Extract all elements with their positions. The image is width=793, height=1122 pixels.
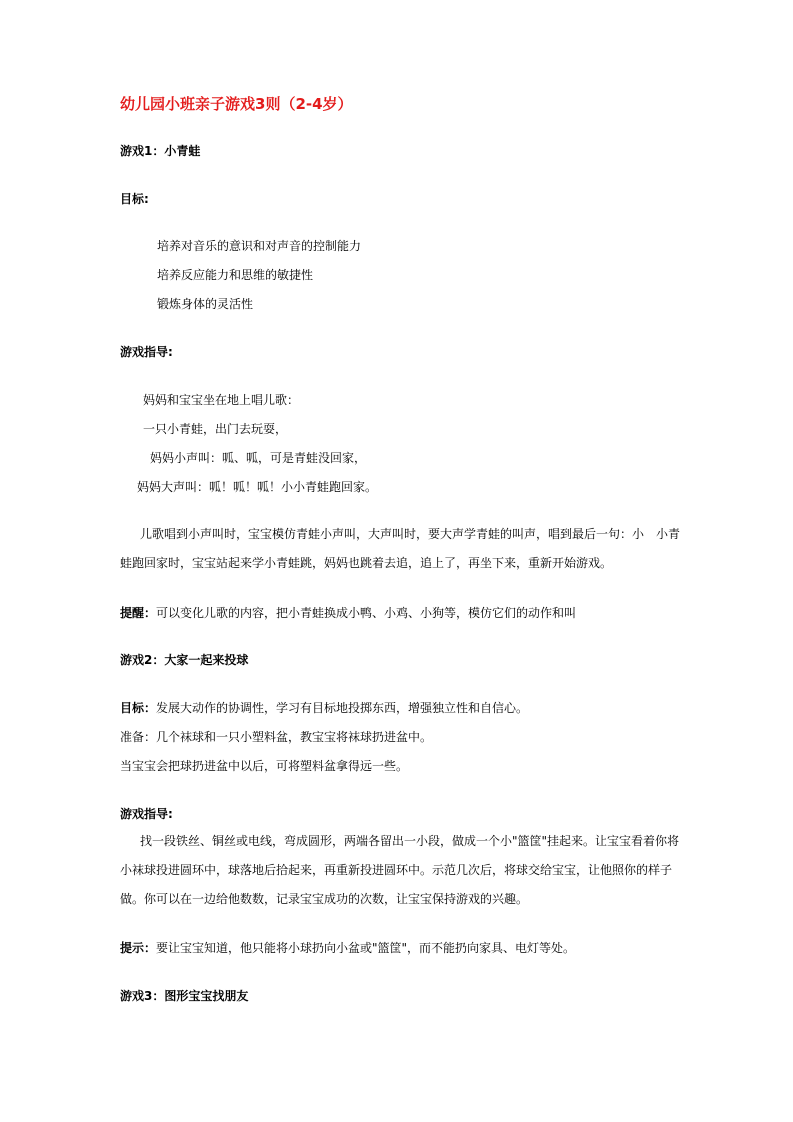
game2-goal — [120, 700, 528, 716]
song-line: 妈妈和宝宝坐在地上唱儿歌： — [143, 393, 300, 407]
game1-tip — [120, 599, 680, 628]
game1-tip-label: 提醒： — [120, 606, 157, 620]
game1-guide-heading: 游戏指导: — [120, 345, 173, 359]
game3-heading: 游戏3：图形宝宝找朋友 — [120, 989, 249, 1003]
game2-tip-label: 提示： — [120, 941, 157, 955]
game2-tip — [120, 940, 575, 956]
game1-heading: 游戏1：小青蛙 — [120, 144, 201, 158]
song-line: 妈妈小声叫：呱、呱，可是青蛙没回家， — [150, 451, 367, 465]
game2-goal-label: 目标： — [120, 701, 157, 715]
game2-later: 当宝宝会把球扔进盆中以后，可将塑料盆拿得远一些。 — [120, 759, 409, 773]
game2-goal-text: 发展大动作的协调性，学习有目标地投掷东西，增强独立性和自信心。 — [156, 701, 529, 715]
game2-guide-heading: 游戏指导: — [120, 807, 173, 821]
game1-goal-item: 培养反应能力和思维的敏捷性 — [157, 268, 314, 282]
document-title: 幼儿园小班亲子游戏3则（2-4岁） — [120, 95, 353, 113]
game2-tip-text: 要让宝宝知道，他只能将小球扔向小盆或"篮筐"，而不能扔向家具、电灯等处。 — [156, 941, 576, 955]
game1-tip-text: 可以变化儿歌的内容，把小青蛙换成小鸭、小鸡、小狗等，模仿它们的动作和叫 — [156, 606, 577, 620]
game1-goal-heading: 目标: — [120, 192, 149, 206]
game1-goal-item: 培养对音乐的意识和对声音的控制能力 — [157, 239, 362, 253]
game1-goal-item: 锻炼身体的灵活性 — [157, 297, 254, 311]
song-line: 一只小青蛙，出门去玩耍， — [143, 422, 288, 436]
song-line: 妈妈大声叫：呱！呱！呱！小小青蛙跑回家。 — [137, 480, 378, 494]
game2-guide-text: 找一段铁丝、铜丝或电线，弯成圆形，两端各留出一小段，做成一个小"篮筐"挂起来。让宝宝看着你将小袜球投进圆环中，球落地后拾起来，再重新投进圆环中。示范几次后，将球交给宝宝，让他照你的样子做。你可以在一边给他数数，记录宝宝成功的次数，让宝宝保持游戏的兴趣。 — [120, 834, 680, 906]
game2-prep: 准备：几个袜球和一只小塑料盆，教宝宝将袜球扔进盆中。 — [120, 730, 433, 744]
game2-heading: 游戏2：大家一起来投球 — [120, 653, 249, 667]
game1-description: 儿歌唱到小声叫时，宝宝模仿青蛙小声叫，大声叫时，要大声学青蛙的叫声，唱到最后一句：小 小青蛙跑回家时，宝宝站起来学小青蛙跳，妈妈也跳着去追，追上了，再坐下来，重新开始游戏。 — [120, 527, 681, 570]
